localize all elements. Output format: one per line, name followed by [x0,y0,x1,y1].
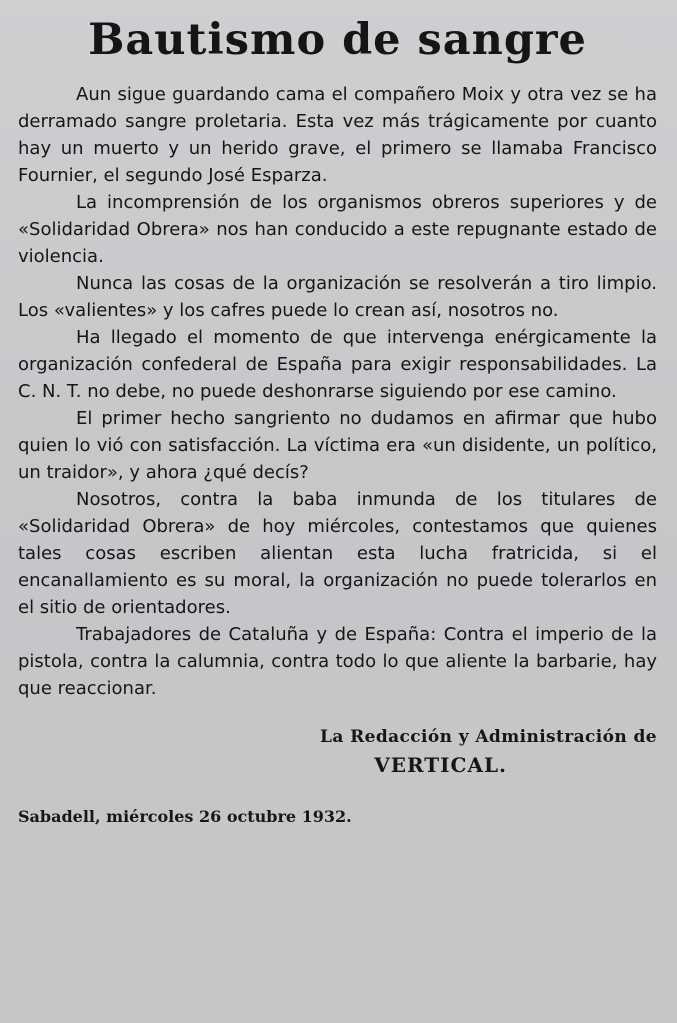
paragraph: Nunca las cosas de la organización se resolverán a tiro limpio. Los «valientes» y los cafres puede lo crean así, nosotros no. [18,273,657,322]
paragraph: Nosotros, contra la baba inmunda de los titulares de «Solidaridad Obrera» de hoy miércoles, contestamos que quienes tales cosas escriben alientan esta lucha fratricida, si el encanallamiento es su moral, la organización no puede tolerarlos en el sitio de orientadores. [18,489,657,619]
signature-block [18,724,657,780]
paragraph: Trabajadores de Cataluña y de España: Contra el imperio de la pistola, contra la calumnia, contra todo lo que aliente la barbarie, hay que reaccionar. [18,624,657,700]
article-body [18,81,657,702]
paragraph: La incomprensión de los organismos obreros superiores y de «Solidaridad Obrera» nos han conducido a este repugnante estado de violencia. [18,192,657,268]
paragraph: Aun sigue guardando cama el compañero Moix y otra vez se ha derramado sangre proletaria. Esta vez más trágicamente por cuanto hay un muerto y un herido grave, el primero se llamaba Francisco Fournier, el segundo José Esparza. [18,84,657,187]
signature-line-1: La Redacción y Administración de [320,727,657,748]
paragraph: El primer hecho sangriento no dudamos en afirmar que hubo quien lo vió con satisfacción. La víctima era «un disidente, un político, un traidor», y ahora ¿qué decís? [18,408,657,484]
signature-line-2: VERTICAL. [374,753,507,778]
paragraph: Ha llegado el momento de que intervenga enérgicamente la organización confederal de España para exigir responsabilidades. La C. N. T. no debe, no puede deshonrarse siguiendo por ese camino. [18,327,657,403]
page-title: Bautismo de sangre [88,15,587,65]
dateline: Sabadell, miércoles 26 octubre 1932. [18,807,352,827]
